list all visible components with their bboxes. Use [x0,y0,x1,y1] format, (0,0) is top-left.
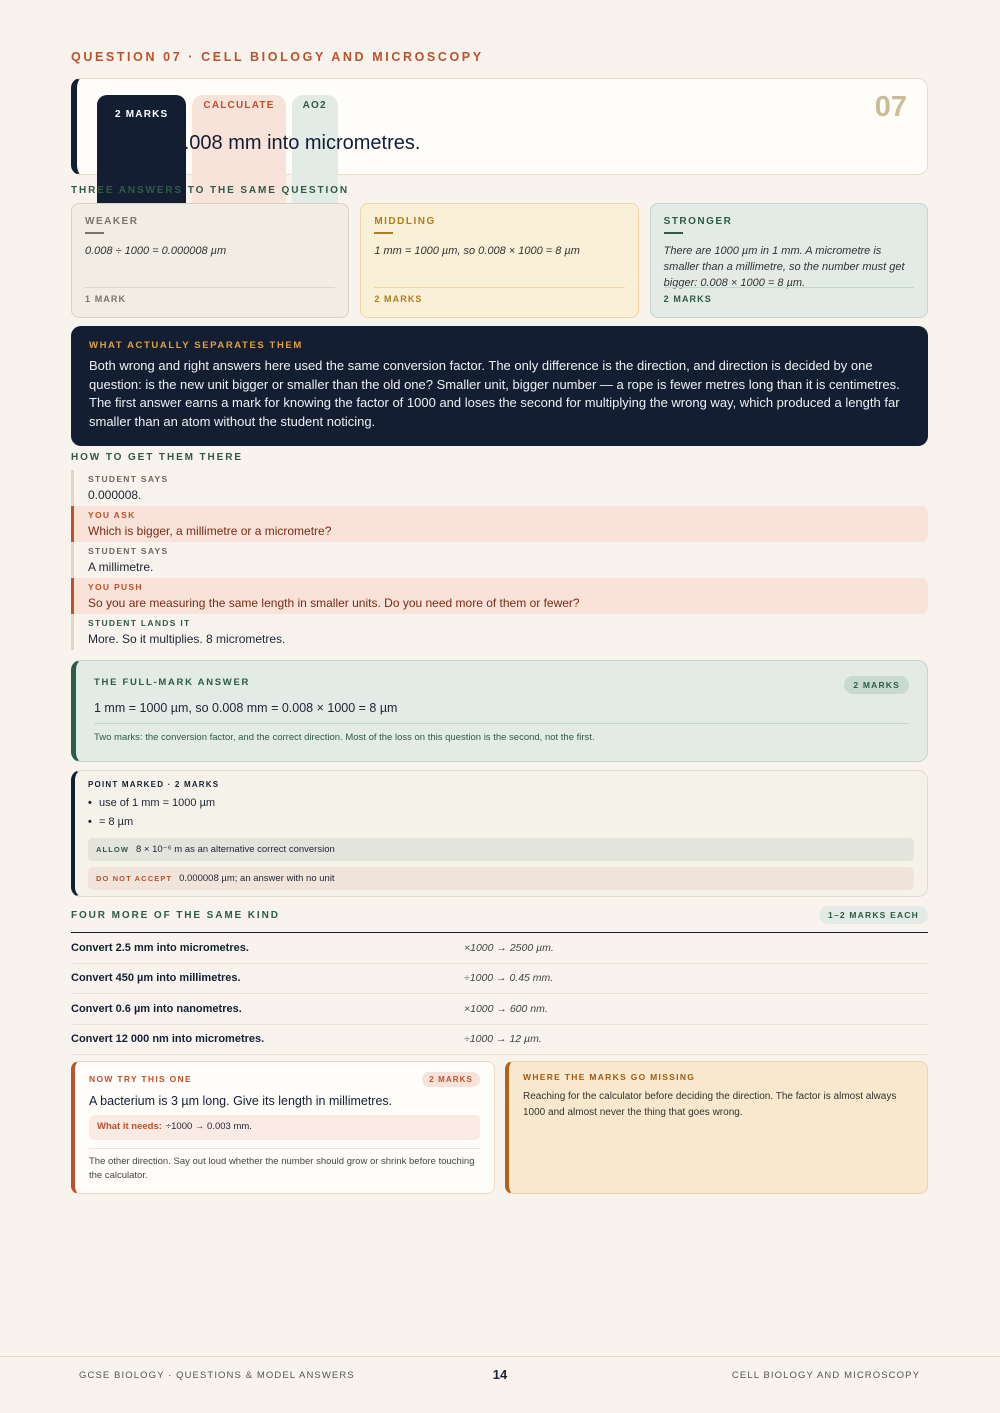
answer-cards [71,203,928,318]
answer-text: 1 mm = 1000 µm, so 0.008 × 1000 = 8 µm [374,245,580,257]
needs-label: What it needs: [97,1121,162,1132]
marks-pill: 2 MARKS [97,95,186,215]
question-number: 07 [874,91,907,123]
answers-heading: THREE ANSWERS TO THE SAME QUESTION [71,185,349,196]
do-not-accept-label: DO NOT ACCEPT [96,874,173,883]
speaker-label: YOU ASK [88,510,136,520]
answer-card-weaker [71,203,349,318]
marks-badge: 1–2 MARKS EACH [819,906,928,924]
do-not-accept-text: 0.000008 µm; an answer with no unit [179,873,335,884]
practice-row [71,964,928,995]
needs-row [89,1115,480,1140]
footer-book-title: GCSE BIOLOGY · QUESTIONS & MODEL ANSWERS [79,1370,355,1381]
page-number: 14 [492,1367,508,1382]
answer-text: There are 1000 µm in 1 mm. A micrometre is smaller than a millimetre, so the number must get bigger: 0.008 × 1000 = 8 µm. [663,245,905,289]
do-not-accept-row [88,867,914,890]
dialogue [71,470,928,650]
marks-badge: 2 MARKS [844,676,909,694]
speaker-label: YOU PUSH [88,582,143,592]
speaker-line: A millimetre. [88,560,154,574]
practice-row [71,1025,928,1056]
answer-label: MIDDLING [374,216,436,227]
full-mark-answer [71,660,928,762]
practice-row [71,994,928,1025]
dialogue-turn-teacher [71,578,928,614]
dialogue-heading: HOW TO GET THEM THERE [71,452,243,463]
dialogue-turn-student [71,542,928,578]
needs-text: ÷1000 → 0.003 mm. [165,1121,252,1132]
section-kicker: QUESTION 07 · CELL BIOLOGY AND MICROSCOPY [71,50,484,64]
separates-panel [71,326,928,446]
answer-marks: 2 MARKS [664,287,914,304]
answer-label: STRONGER [663,216,733,227]
practice-answer: ÷1000 → 12 µm. [464,1033,542,1046]
answer-marks: 2 MARKS [374,287,624,304]
practice-question: Convert 12 000 nm into micrometres. [71,1033,265,1046]
allow-row [88,838,914,861]
full-mark-note: Two marks: the conversion factor, and the correct direction. Most of the loss on this question is the second, not the first. [94,732,595,743]
practice-answer: ×1000 → 2500 µm. [464,941,554,954]
speaker-line: So you are measuring the same length in smaller units. Do you need more of them or fewer? [88,596,580,610]
dialogue-turn-student [71,470,928,506]
try-this-card [71,1061,495,1194]
missing-body: Reaching for the calculator before deciding the direction. The factor is almost always 1000 and almost never the thing that goes wrong. [523,1091,897,1118]
answer-marks: 1 MARK [85,287,335,304]
try-hint: The other direction. Say out loud whether the number should grow or shrink before touching the calculator. [89,1148,480,1183]
missing-label: WHERE THE MARKS GO MISSING [523,1072,696,1082]
practice-answer: ×1000 → 600 nm. [464,1002,548,1015]
answer-text: 0.008 ÷ 1000 = 0.000008 µm [85,245,227,257]
speaker-label: STUDENT LANDS IT [88,618,191,628]
separates-body: Both wrong and right answers here used the same conversion factor. The only difference is the direction, and direction is decided by one question: is the new unit bigger or smaller than the old one? Smaller unit, bigger number — a rope is fewer metres long than it is centimetres. The first answer earns a mark for knowing the factor of 1000 and loses the second for multiplying the wrong way, which produced a length far smaller than an atom without the student noticing. [89,358,900,429]
speaker-line: More. So it multiplies. 8 micrometres. [88,632,286,646]
separates-label: WHAT ACTUALLY SEPARATES THEM [89,340,303,351]
footer-chapter: CELL BIOLOGY AND MICROSCOPY [731,1370,920,1381]
try-label: NOW TRY THIS ONE [89,1074,192,1084]
speaker-label: STUDENT SAYS [88,474,169,484]
answer-card-stronger [650,203,928,318]
practice-question: Convert 0.6 µm into nanometres. [71,1002,242,1015]
speaker-label: STUDENT SAYS [88,546,169,556]
practice-problems [71,906,928,1055]
answer-label: WEAKER [85,216,139,227]
practice-question: Convert 2.5 mm into micrometres. [71,941,249,954]
question-card [71,78,928,175]
command-word-pill: CALCULATE [192,95,285,215]
question-text: Convert 0.008 mm into micrometres. [97,132,421,154]
speaker-line: Which is bigger, a millimetre or a micrometre? [88,524,332,538]
allow-text: 8 × 10⁻⁶ m as an alternative correct conversion [136,844,335,855]
full-mark-label: THE FULL-MARK ANSWER [94,677,251,688]
mark-point: • = 8 µm [88,813,914,832]
full-mark-text: 1 mm = 1000 µm, so 0.008 mm = 0.008 × 1000 = 8 µm [94,701,909,724]
allow-label: ALLOW [96,845,129,854]
mark-scheme [71,770,928,897]
practice-heading: FOUR MORE OF THE SAME KIND [71,909,280,921]
mark-point: • use of 1 mm = 1000 µm [88,794,914,813]
page-footer [0,1356,1000,1413]
marks-missing-card [505,1061,928,1194]
practice-answer: ÷1000 → 0.45 mm. [464,972,554,985]
marks-badge: 2 MARKS [422,1072,480,1087]
practice-question: Convert 450 µm into millimetres. [71,972,241,985]
dialogue-turn-student [71,614,928,650]
assessment-objective-pill: AO2 [292,95,338,215]
practice-row [71,933,928,964]
answer-card-middling [360,203,638,318]
mark-scheme-label: POINT MARKED · 2 MARKS [88,780,220,789]
speaker-line: 0.000008. [88,488,142,502]
try-question: A bacterium is 3 µm long. Give its length in millimetres. [89,1094,393,1108]
dialogue-turn-teacher [71,506,928,542]
